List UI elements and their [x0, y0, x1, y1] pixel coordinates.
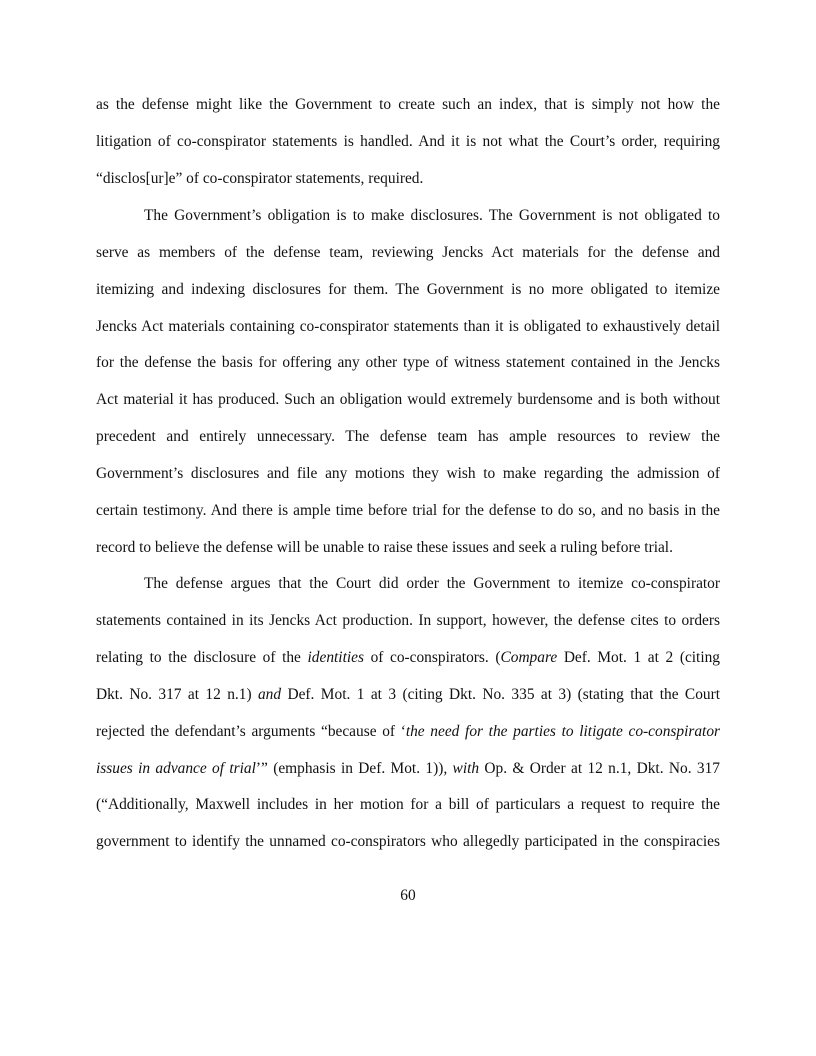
text-run: litigation of co-conspirator statements is handled. And it is not what the Court’s order, requiring	[96, 133, 720, 150]
text-run: precedent and entirely unnecessary. The defense team has ample resources to review the	[96, 428, 720, 445]
text-run: The defense argues that the Court did order the Government to itemize co-conspirator	[144, 575, 720, 592]
text-line	[144, 206, 720, 226]
text-run: Dkt. No. 317 at 12 n.1)	[96, 686, 258, 703]
text-run: record to believe the defense will be unable to raise these issues and seek a ruling before trial.	[96, 539, 673, 556]
text-run: rejected the defendant’s arguments “because of ‘	[96, 723, 406, 740]
text-run: Def. Mot. 1 at 3 (citing Dkt. No. 335 at 3) (stating that the Court	[281, 686, 720, 703]
text-line	[96, 280, 720, 300]
text-line	[96, 538, 720, 558]
text-run: Government’s disclosures and file any motions they wish to make regarding the admission of	[96, 465, 720, 482]
italic-text: and	[257, 686, 282, 703]
text-run: Def. Mot. 1 at 2 (citing	[557, 649, 720, 666]
italic-text: Compare	[500, 649, 558, 666]
text-run: itemizing and indexing disclosures for them. The Government is no more obligated to itemize	[96, 281, 720, 298]
text-line	[96, 243, 720, 263]
text-line	[96, 685, 720, 705]
text-run: ’” (emphasis in Def. Mot. 1))	[255, 760, 444, 777]
text-run: Jencks Act materials containing co-conspirator statements than it is obligated to exhaustively detail	[96, 318, 720, 335]
italic-text: , with	[443, 760, 480, 777]
text-line	[96, 390, 720, 410]
text-run: The Government’s obligation is to make disclosures. The Government is not obligated to	[144, 207, 720, 224]
text-line	[96, 648, 720, 668]
text-line	[144, 574, 720, 594]
text-run: statements contained in its Jencks Act production. In support, however, the defense cites to orders	[96, 612, 720, 629]
text-line	[96, 132, 720, 152]
text-line	[96, 501, 720, 521]
text-run: for the defense the basis for offering any other type of witness statement contained in the Jencks	[96, 354, 720, 371]
text-run: (“Additionally, Maxwell includes in her motion for a bill of particulars a request to require the	[96, 796, 720, 813]
text-line	[96, 169, 720, 189]
text-run: government to identify the unnamed co-conspirators who allegedly participated in the conspiracies	[96, 833, 720, 850]
text-run: Op. & Order at 12 n.1, Dkt. No. 317	[479, 760, 720, 777]
italic-text: identities	[307, 649, 364, 666]
italic-text: the need for the parties to litigate co-conspirator	[405, 723, 720, 740]
text-run: as the defense might like the Government to create such an index, that is simply not how the	[96, 96, 720, 113]
text-run: certain testimony. And there is ample time before trial for the defense to do so, and no basis in the	[96, 502, 720, 519]
text-line	[96, 611, 720, 631]
italic-text: issues in advance of trial	[96, 760, 256, 777]
text-run: serve as members of the defense team, reviewing Jencks Act materials for the defense and	[96, 244, 720, 261]
text-line	[96, 722, 720, 742]
text-line	[96, 832, 720, 852]
text-run: of co-conspirators. (	[363, 649, 501, 666]
text-line	[96, 95, 720, 115]
page-number: 60	[400, 887, 416, 904]
text-line	[96, 759, 720, 779]
text-line	[96, 464, 720, 484]
text-line	[96, 353, 720, 373]
text-run: relating to the disclosure of the	[96, 649, 308, 666]
text-line	[96, 427, 720, 447]
text-line	[96, 317, 720, 337]
text-run: “disclos[ur]e” of co-conspirator statements, required.	[96, 170, 424, 187]
text-line	[96, 795, 720, 815]
text-run: Act material it has produced. Such an obligation would extremely burdensome and is both without	[96, 391, 720, 408]
